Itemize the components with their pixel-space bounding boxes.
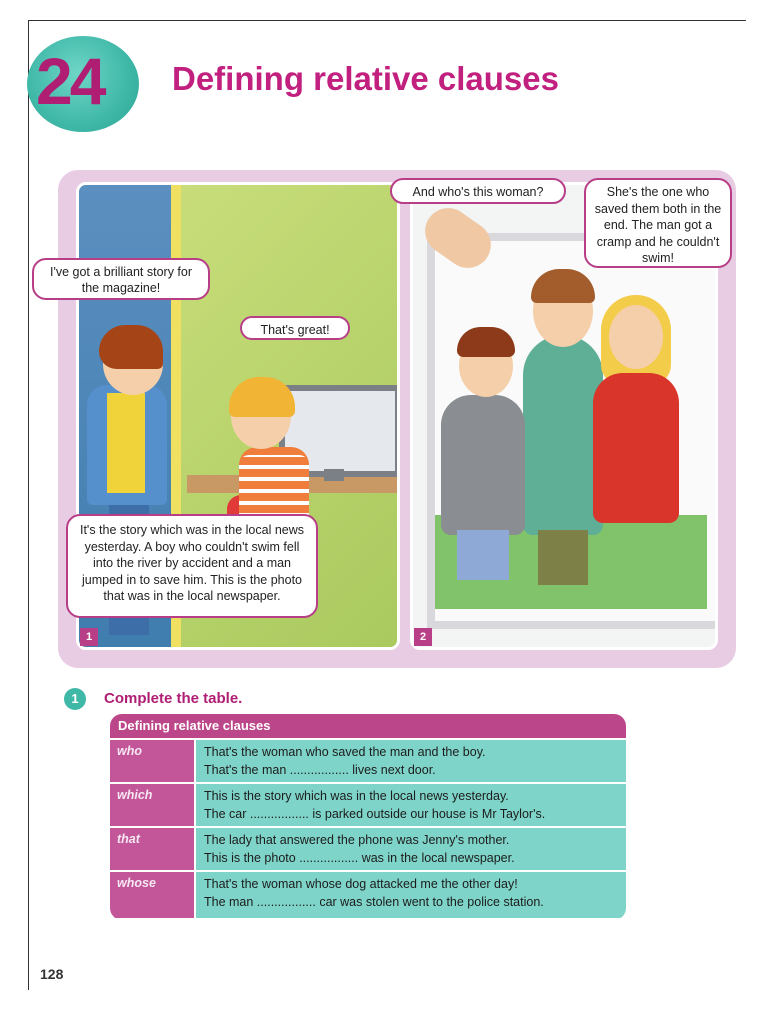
speech-bubble-answer: She's the one who saved them both in the end. The man got a cramp and he couldn't swim! [584,178,732,268]
relative-clauses-table [110,714,626,920]
page-top-rule [28,20,746,21]
relative-pronoun-cell: who [110,740,194,782]
unit-title: Defining relative clauses [172,60,559,97]
example-sentence: This is the story which was in the local news yesterday. [204,789,509,803]
panel-number-1: 1 [80,628,98,646]
man-legs-illustration [538,530,588,585]
table-header: Defining relative clauses [110,714,626,738]
gap-fill-sentence: This is the photo ................. was in the local newspaper. [204,851,515,865]
table-row [110,784,626,826]
woman-red-towel-illustration [593,373,679,523]
panel-number-2: 2 [414,628,432,646]
example-sentence: That's the woman whose dog attacked me the other day! [204,877,518,891]
example-cell [196,740,626,782]
table-row [110,872,626,918]
speech-bubble-girl-story: I've got a brilliant story for the magazine! [32,258,210,300]
relative-pronoun-cell: that [110,828,194,870]
speech-bubble-question: And who's this woman? [390,178,566,204]
boy-blanket-illustration [441,395,525,535]
monitor-stand-illustration [324,469,344,481]
gap-fill-sentence: The man ................. car was stolen went to the police station. [204,895,544,909]
example-sentence: The lady that answered the phone was Jenny's mother. [204,833,510,847]
gap-fill-sentence: That's the man ................. lives next door. [204,763,436,777]
example-cell [196,872,626,918]
example-sentence: That's the woman who saved the man and the boy. [204,745,486,759]
man-towel-illustration [523,335,603,535]
speech-bubble-girl-story-detail: It's the story which was in the local news yesterday. A boy who couldn't swim fell into the river by accident and a man jumped in to save him. This is the photo that was in the local newspaper. [66,514,318,618]
unit-number: 24 [36,44,104,118]
boy-jeans-illustration [457,530,509,580]
woman-head-illustration [609,305,663,369]
girl-hair-illustration [99,325,163,369]
page-left-rule [28,20,29,990]
girl-shirt-illustration [107,393,145,493]
exercise-number: 1 [64,688,86,710]
speech-bubble-boy-great: That's great! [240,316,350,340]
gap-fill-sentence: The car ................. is parked outside our house is Mr Taylor's. [204,807,546,821]
example-cell [196,784,626,826]
boy-hair-illustration [457,327,515,357]
page-number: 128 [40,966,64,982]
relative-pronoun-cell: whose [110,872,194,918]
relative-pronoun-cell: which [110,784,194,826]
table-row [110,740,626,782]
table-row [110,828,626,870]
exercise-instruction: Complete the table. [104,690,243,707]
example-cell [196,828,626,870]
